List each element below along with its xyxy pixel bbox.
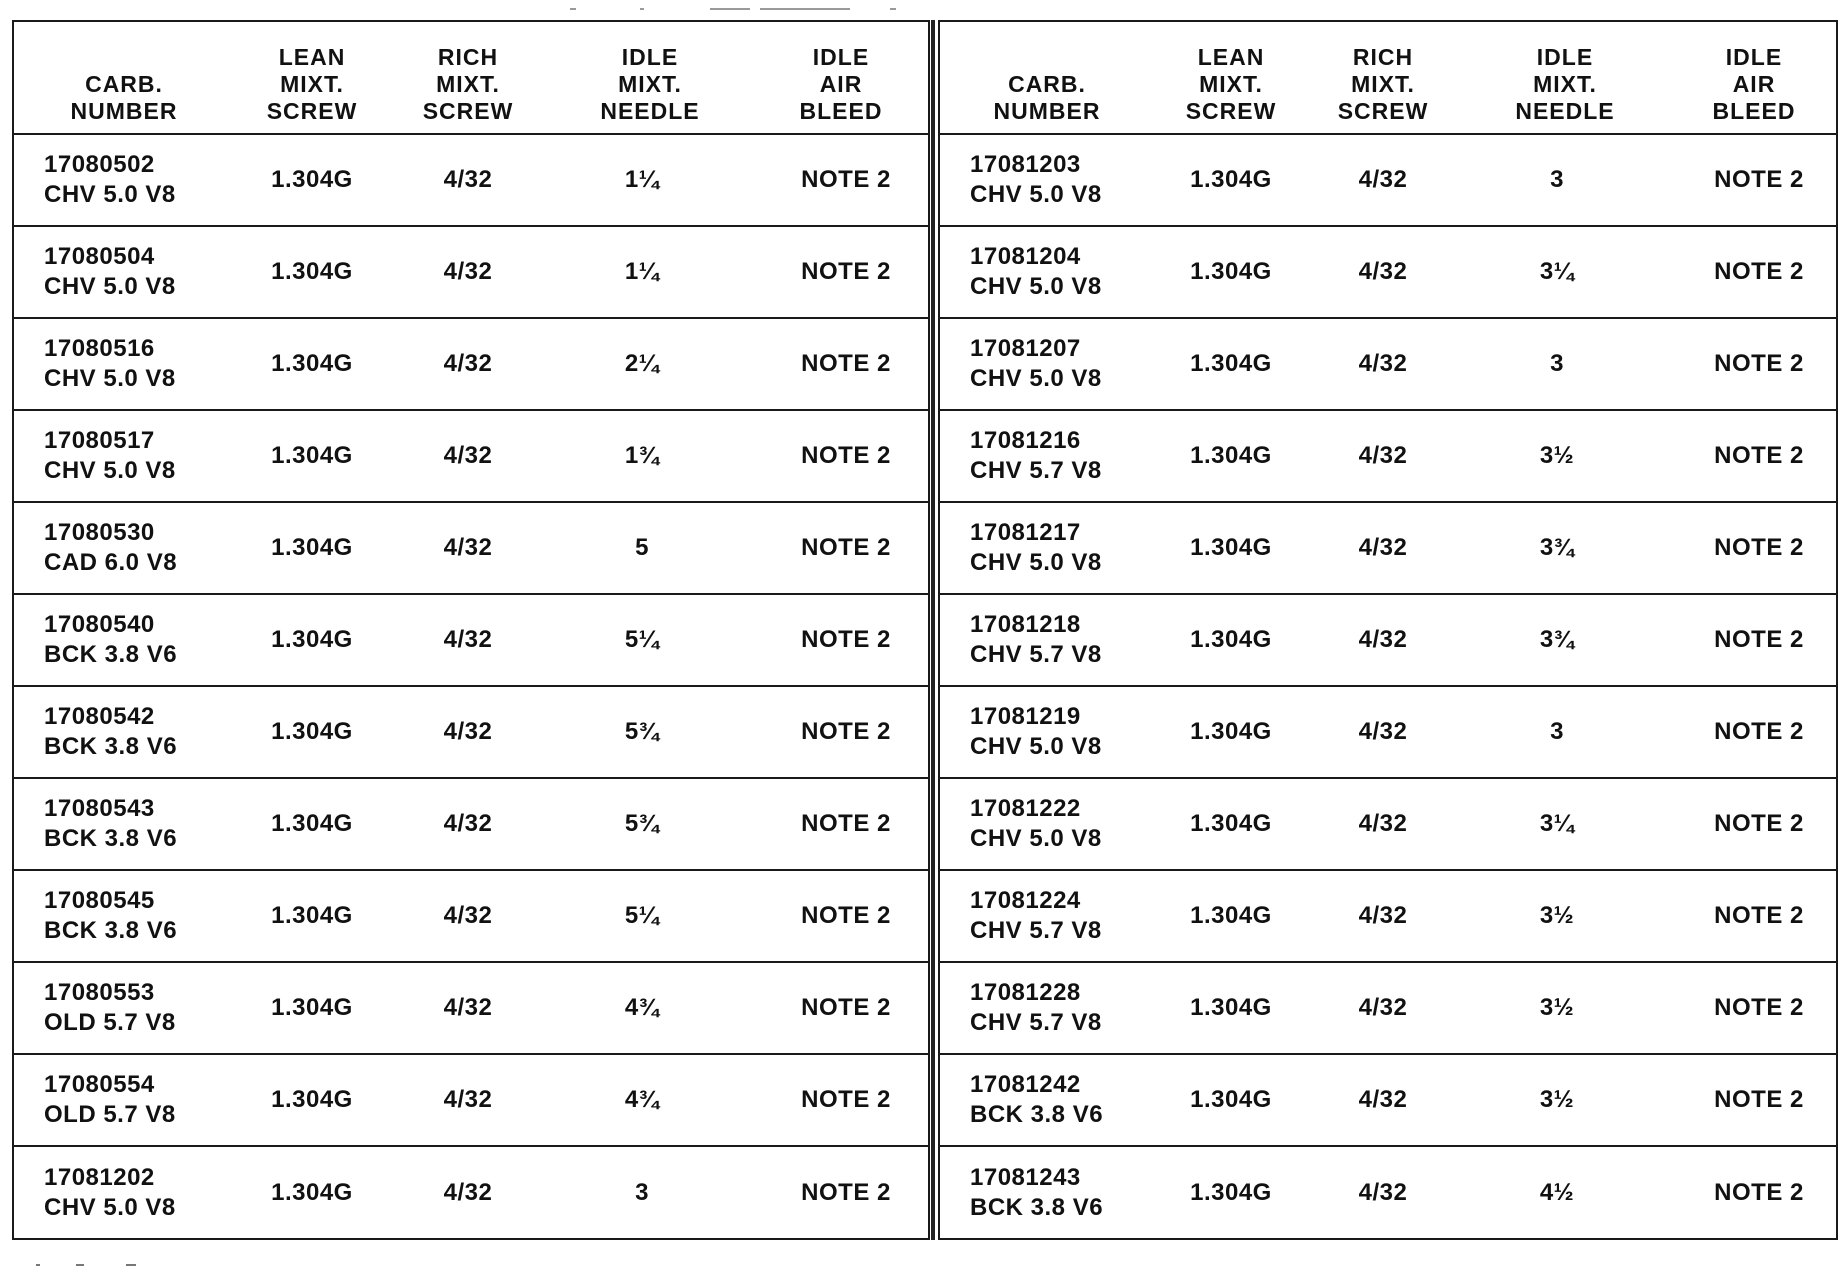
- rich-mixture-screw-cell: 4/32: [390, 318, 546, 410]
- lean-mixture-screw-cell: 1.304G: [1154, 226, 1308, 318]
- lean-mixture-screw-cell: 1.304G: [234, 502, 390, 594]
- carb-number: 17081207: [970, 335, 1081, 362]
- rich-mixture-screw-cell: 4/32: [443, 1178, 493, 1206]
- carb-number: 17080530: [44, 519, 155, 546]
- table-row: [940, 318, 1836, 410]
- rich-mixture-screw-cell: 4/32: [390, 962, 546, 1054]
- engine-code: CHV 5.7 V8: [970, 917, 1102, 944]
- header-row: [940, 22, 1836, 134]
- table-row: [940, 134, 1836, 226]
- carb-number-cell: [940, 594, 1154, 686]
- idle-mixture-needle-cell: 3¼: [1458, 778, 1672, 870]
- engine-code: CHV 5.7 V8: [970, 457, 1102, 484]
- carb-number: 17080553: [44, 979, 155, 1006]
- idle-mixture-needle-cell: 3½: [1458, 1054, 1672, 1146]
- right-table-panel: [938, 20, 1838, 1240]
- idle-mixture-needle-cell: 3¾: [1458, 502, 1672, 594]
- idle-air-bleed-cell: NOTE 2: [754, 134, 928, 226]
- idle-air-bleed-cell: NOTE 2: [1672, 870, 1836, 962]
- rich-mixture-screw-cell: 4/32: [1308, 318, 1458, 410]
- carb-number: 17081216: [970, 427, 1081, 454]
- scan-artifact-bottom: [36, 1264, 156, 1267]
- engine-code: BCK 3.8 V6: [970, 1101, 1104, 1128]
- idle-mixture-needle-cell: 4¾: [546, 1054, 754, 1146]
- rich-mixture-screw-cell: 4/32: [1308, 134, 1458, 226]
- idle-mixture-needle-cell: 3½: [1458, 962, 1672, 1054]
- rich-mixture-screw-cell: 4/32: [1308, 1054, 1458, 1146]
- carb-number-cell: [14, 226, 234, 318]
- rich-mixture-screw-cell: 4/32: [390, 594, 546, 686]
- engine-code: CHV 5.0 V8: [970, 825, 1102, 852]
- panel-divider: [931, 20, 935, 1240]
- engine-code: OLD 5.7 V8: [44, 1101, 176, 1128]
- idle-air-bleed-cell: NOTE 2: [1672, 1054, 1836, 1146]
- idle-air-bleed-cell: NOTE 2: [1714, 1178, 1804, 1206]
- idle-air-bleed-cell: NOTE 2: [1672, 962, 1836, 1054]
- carb-number: 17080542: [44, 703, 155, 730]
- idle-mixture-needle-header: IDLE MIXT. NEEDLE: [546, 22, 754, 134]
- table-row: [940, 502, 1836, 594]
- engine-code: CHV 5.0 V8: [970, 733, 1102, 760]
- idle-air-bleed-cell: NOTE 2: [1672, 778, 1836, 870]
- rich-mixture-screw-cell: 4/32: [390, 502, 546, 594]
- idle-air-bleed-cell: NOTE 2: [754, 870, 928, 962]
- engine-code: CHV 5.0 V8: [44, 1193, 176, 1221]
- idle-air-bleed-header: IDLE AIR BLEED: [1672, 22, 1836, 134]
- idle-mixture-needle-cell: 1¾: [546, 410, 754, 502]
- scan-artifact-top: [560, 8, 980, 10]
- engine-code: OLD 5.7 V8: [44, 1009, 176, 1036]
- lean-mixture-screw-cell: 1.304G: [1154, 410, 1308, 502]
- idle-mixture-needle-header: IDLE MIXT. NEEDLE: [1458, 22, 1672, 134]
- rich-mixture-screw-cell: 4/32: [390, 410, 546, 502]
- idle-air-bleed-cell: NOTE 2: [754, 594, 928, 686]
- table-row: [940, 226, 1836, 318]
- carb-number-cell: [14, 778, 234, 870]
- carb-number: 17081203: [970, 151, 1081, 178]
- rich-mixture-screw-cell: 4/32: [1308, 410, 1458, 502]
- carb-number: 17081242: [970, 1071, 1081, 1098]
- rich-mixture-screw-cell: 4/32: [1308, 226, 1458, 318]
- carb-number-cell: [940, 502, 1154, 594]
- lean-mixture-screw-cell: 1.304G: [1154, 962, 1308, 1054]
- idle-mixture-needle-cell: 3¾: [1458, 594, 1672, 686]
- engine-code: CAD 6.0 V8: [44, 549, 178, 576]
- idle-air-bleed-cell: NOTE 2: [1672, 502, 1836, 594]
- idle-mixture-needle-cell: 3: [1458, 134, 1672, 226]
- carb-number: 17080516: [44, 335, 155, 362]
- rich-mixture-screw-cell: 4/32: [1308, 594, 1458, 686]
- carb-number: 17080517: [44, 427, 155, 454]
- idle-air-bleed-cell: NOTE 2: [1672, 410, 1836, 502]
- engine-code: CHV 5.0 V8: [44, 365, 176, 392]
- right-table-body: [940, 134, 1836, 1238]
- idle-mixture-needle-cell: 3½: [1458, 410, 1672, 502]
- rich-mixture-screw-cell: 4/32: [390, 134, 546, 226]
- lean-mixture-screw-cell: 1.304G: [234, 686, 390, 778]
- table-row: [14, 134, 928, 226]
- carb-number: 17081219: [970, 703, 1081, 730]
- carb-number: 17081228: [970, 979, 1081, 1006]
- lean-mixture-screw-cell: 1.304G: [1190, 1178, 1272, 1206]
- carb-number: 17081217: [970, 519, 1081, 546]
- table-row: [14, 962, 928, 1054]
- idle-mixture-needle-cell: 1¼: [546, 134, 754, 226]
- lean-mixture-screw-cell: 1.304G: [1154, 778, 1308, 870]
- carb-number-cell: [940, 226, 1154, 318]
- carb-number-cell: [14, 410, 234, 502]
- idle-mixture-needle-cell: 5¾: [546, 778, 754, 870]
- lean-mixture-screw-cell: 1.304G: [271, 1178, 353, 1206]
- lean-mixture-screw-cell: 1.304G: [1154, 134, 1308, 226]
- carb-number: 17080554: [44, 1071, 155, 1098]
- lean-mixture-screw-cell: 1.304G: [234, 410, 390, 502]
- carb-number-cell: [940, 410, 1154, 502]
- idle-mixture-needle-cell: 3¼: [1458, 226, 1672, 318]
- lean-mixture-screw-cell: 1.304G: [1154, 1054, 1308, 1146]
- table-row: [940, 870, 1836, 962]
- idle-mixture-needle-cell: 5¾: [546, 686, 754, 778]
- carb-number-header: CARB. NUMBER: [14, 22, 234, 134]
- carb-number-cell: [940, 686, 1154, 778]
- idle-mixture-needle-cell: 3½: [1458, 870, 1672, 962]
- rich-mixture-screw-cell: 4/32: [1308, 778, 1458, 870]
- idle-mixture-needle-cell: 4½: [1539, 1178, 1575, 1206]
- lean-mixture-screw-cell: 1.304G: [234, 318, 390, 410]
- carb-number-cell: [14, 318, 234, 410]
- carb-number-cell: [14, 962, 234, 1054]
- table-row: [940, 1054, 1836, 1146]
- lean-mixture-screw-cell: 1.304G: [1154, 870, 1308, 962]
- carb-number-cell: [940, 1146, 1154, 1238]
- idle-air-bleed-cell: NOTE 2: [801, 1178, 891, 1206]
- idle-air-bleed-cell: NOTE 2: [1672, 134, 1836, 226]
- engine-code: CHV 5.0 V8: [44, 457, 176, 484]
- idle-mixture-needle-cell: 3: [635, 1178, 649, 1206]
- table-row: [14, 778, 928, 870]
- left-spec-table: [14, 22, 928, 1238]
- lean-mixture-screw-cell: 1.304G: [234, 962, 390, 1054]
- lean-mixture-screw-cell: 1.304G: [234, 594, 390, 686]
- lean-mixture-screw-cell: 1.304G: [234, 134, 390, 226]
- idle-air-bleed-cell: NOTE 2: [754, 686, 928, 778]
- table-row: [14, 318, 928, 410]
- carb-number-header: CARB. NUMBER: [940, 22, 1154, 134]
- idle-mixture-needle-cell: 2¼: [546, 318, 754, 410]
- carb-number: 17080545: [44, 887, 155, 914]
- rich-mixture-screw-header: RICH MIXT. SCREW: [390, 22, 546, 134]
- engine-code: CHV 5.0 V8: [44, 273, 176, 300]
- rich-mixture-screw-cell: 4/32: [1358, 1178, 1408, 1206]
- engine-code: CHV 5.7 V8: [970, 1009, 1102, 1036]
- engine-code: BCK 3.8 V6: [970, 1193, 1104, 1221]
- carb-number-cell: [14, 134, 234, 226]
- carb-number-cell: [940, 962, 1154, 1054]
- header-row: [14, 22, 928, 134]
- carb-number-cell: [14, 686, 234, 778]
- engine-code: BCK 3.8 V6: [44, 641, 178, 668]
- idle-air-bleed-cell: NOTE 2: [754, 778, 928, 870]
- engine-code: CHV 5.0 V8: [970, 181, 1102, 208]
- idle-mixture-needle-cell: 5: [546, 502, 754, 594]
- table-row: [940, 962, 1836, 1054]
- idle-air-bleed-cell: NOTE 2: [1672, 686, 1836, 778]
- engine-code: CHV 5.0 V8: [970, 365, 1102, 392]
- idle-mixture-needle-cell: 4¾: [546, 962, 754, 1054]
- idle-mixture-needle-cell: 5¼: [546, 870, 754, 962]
- lean-mixture-screw-header: LEAN MIXT. SCREW: [1154, 22, 1308, 134]
- carb-number-cell: [14, 1146, 234, 1238]
- lean-mixture-screw-cell: 1.304G: [1154, 318, 1308, 410]
- idle-mixture-needle-cell: 5¼: [546, 594, 754, 686]
- idle-air-bleed-cell: NOTE 2: [754, 1054, 928, 1146]
- lean-mixture-screw-cell: 1.304G: [1154, 594, 1308, 686]
- idle-air-bleed-cell: NOTE 2: [754, 318, 928, 410]
- idle-air-bleed-header: IDLE AIR BLEED: [754, 22, 928, 134]
- engine-code: BCK 3.8 V6: [44, 733, 178, 760]
- rich-mixture-screw-cell: 4/32: [390, 870, 546, 962]
- carb-number: 17081224: [970, 887, 1081, 914]
- table-row: [14, 502, 928, 594]
- lean-mixture-screw-cell: 1.304G: [234, 778, 390, 870]
- carb-number: 17081222: [970, 795, 1081, 822]
- table-row: [14, 870, 928, 962]
- carb-number-cell: [940, 134, 1154, 226]
- lean-mixture-screw-cell: 1.304G: [234, 1054, 390, 1146]
- table-row: [14, 686, 928, 778]
- table-row: [14, 226, 928, 318]
- engine-code: CHV 5.7 V8: [970, 641, 1102, 668]
- table-row: [940, 778, 1836, 870]
- carb-number-cell: [940, 318, 1154, 410]
- rich-mixture-screw-cell: 4/32: [390, 686, 546, 778]
- engine-code: CHV 5.0 V8: [44, 181, 176, 208]
- engine-code: BCK 3.8 V6: [44, 825, 178, 852]
- lean-mixture-screw-cell: 1.304G: [234, 870, 390, 962]
- lean-mixture-screw-cell: 1.304G: [1154, 502, 1308, 594]
- engine-code: CHV 5.0 V8: [970, 549, 1102, 576]
- rich-mixture-screw-cell: 4/32: [1308, 686, 1458, 778]
- carb-number: 17081218: [970, 611, 1081, 638]
- carb-number-cell: [940, 870, 1154, 962]
- carb-number-cell: [14, 594, 234, 686]
- idle-air-bleed-cell: NOTE 2: [1672, 318, 1836, 410]
- carb-number: 17081243: [970, 1163, 1081, 1191]
- idle-air-bleed-cell: NOTE 2: [1672, 226, 1836, 318]
- lean-mixture-screw-cell: 1.304G: [1154, 686, 1308, 778]
- engine-code: BCK 3.8 V6: [44, 917, 178, 944]
- table-row: [940, 1146, 1836, 1238]
- engine-code: CHV 5.0 V8: [970, 273, 1102, 300]
- carb-number-cell: [14, 870, 234, 962]
- rich-mixture-screw-cell: 4/32: [1308, 870, 1458, 962]
- table-row: [940, 594, 1836, 686]
- table-row: [940, 686, 1836, 778]
- idle-air-bleed-cell: NOTE 2: [1672, 594, 1836, 686]
- carb-number: 17081202: [44, 1163, 155, 1191]
- table-row: [940, 410, 1836, 502]
- left-table-body: [14, 134, 928, 1238]
- carb-number: 17081204: [970, 243, 1081, 270]
- carb-number: 17080543: [44, 795, 155, 822]
- lean-mixture-screw-cell: 1.304G: [234, 226, 390, 318]
- idle-mixture-needle-cell: 1¼: [546, 226, 754, 318]
- carb-number: 17080504: [44, 243, 155, 270]
- carb-number-cell: [940, 778, 1154, 870]
- table-row: [14, 1146, 928, 1238]
- idle-mixture-needle-cell: 3: [1458, 686, 1672, 778]
- carburetor-spec-sheet: [12, 20, 1838, 1240]
- rich-mixture-screw-cell: 4/32: [1308, 502, 1458, 594]
- carb-number: 17080502: [44, 151, 155, 178]
- rich-mixture-screw-cell: 4/32: [390, 1054, 546, 1146]
- idle-air-bleed-cell: NOTE 2: [754, 502, 928, 594]
- carb-number-cell: [940, 1054, 1154, 1146]
- idle-mixture-needle-cell: 3: [1458, 318, 1672, 410]
- carb-number-cell: [14, 1054, 234, 1146]
- table-row: [14, 410, 928, 502]
- left-table-panel: [12, 20, 930, 1240]
- carb-number-cell: [14, 502, 234, 594]
- rich-mixture-screw-header: RICH MIXT. SCREW: [1308, 22, 1458, 134]
- rich-mixture-screw-cell: 4/32: [390, 778, 546, 870]
- carb-number: 17080540: [44, 611, 155, 638]
- idle-air-bleed-cell: NOTE 2: [754, 410, 928, 502]
- table-row: [14, 594, 928, 686]
- idle-air-bleed-cell: NOTE 2: [754, 226, 928, 318]
- right-spec-table: [940, 22, 1836, 1238]
- idle-air-bleed-cell: NOTE 2: [754, 962, 928, 1054]
- table-row: [14, 1054, 928, 1146]
- rich-mixture-screw-cell: 4/32: [1308, 962, 1458, 1054]
- rich-mixture-screw-cell: 4/32: [390, 226, 546, 318]
- lean-mixture-screw-header: LEAN MIXT. SCREW: [234, 22, 390, 134]
